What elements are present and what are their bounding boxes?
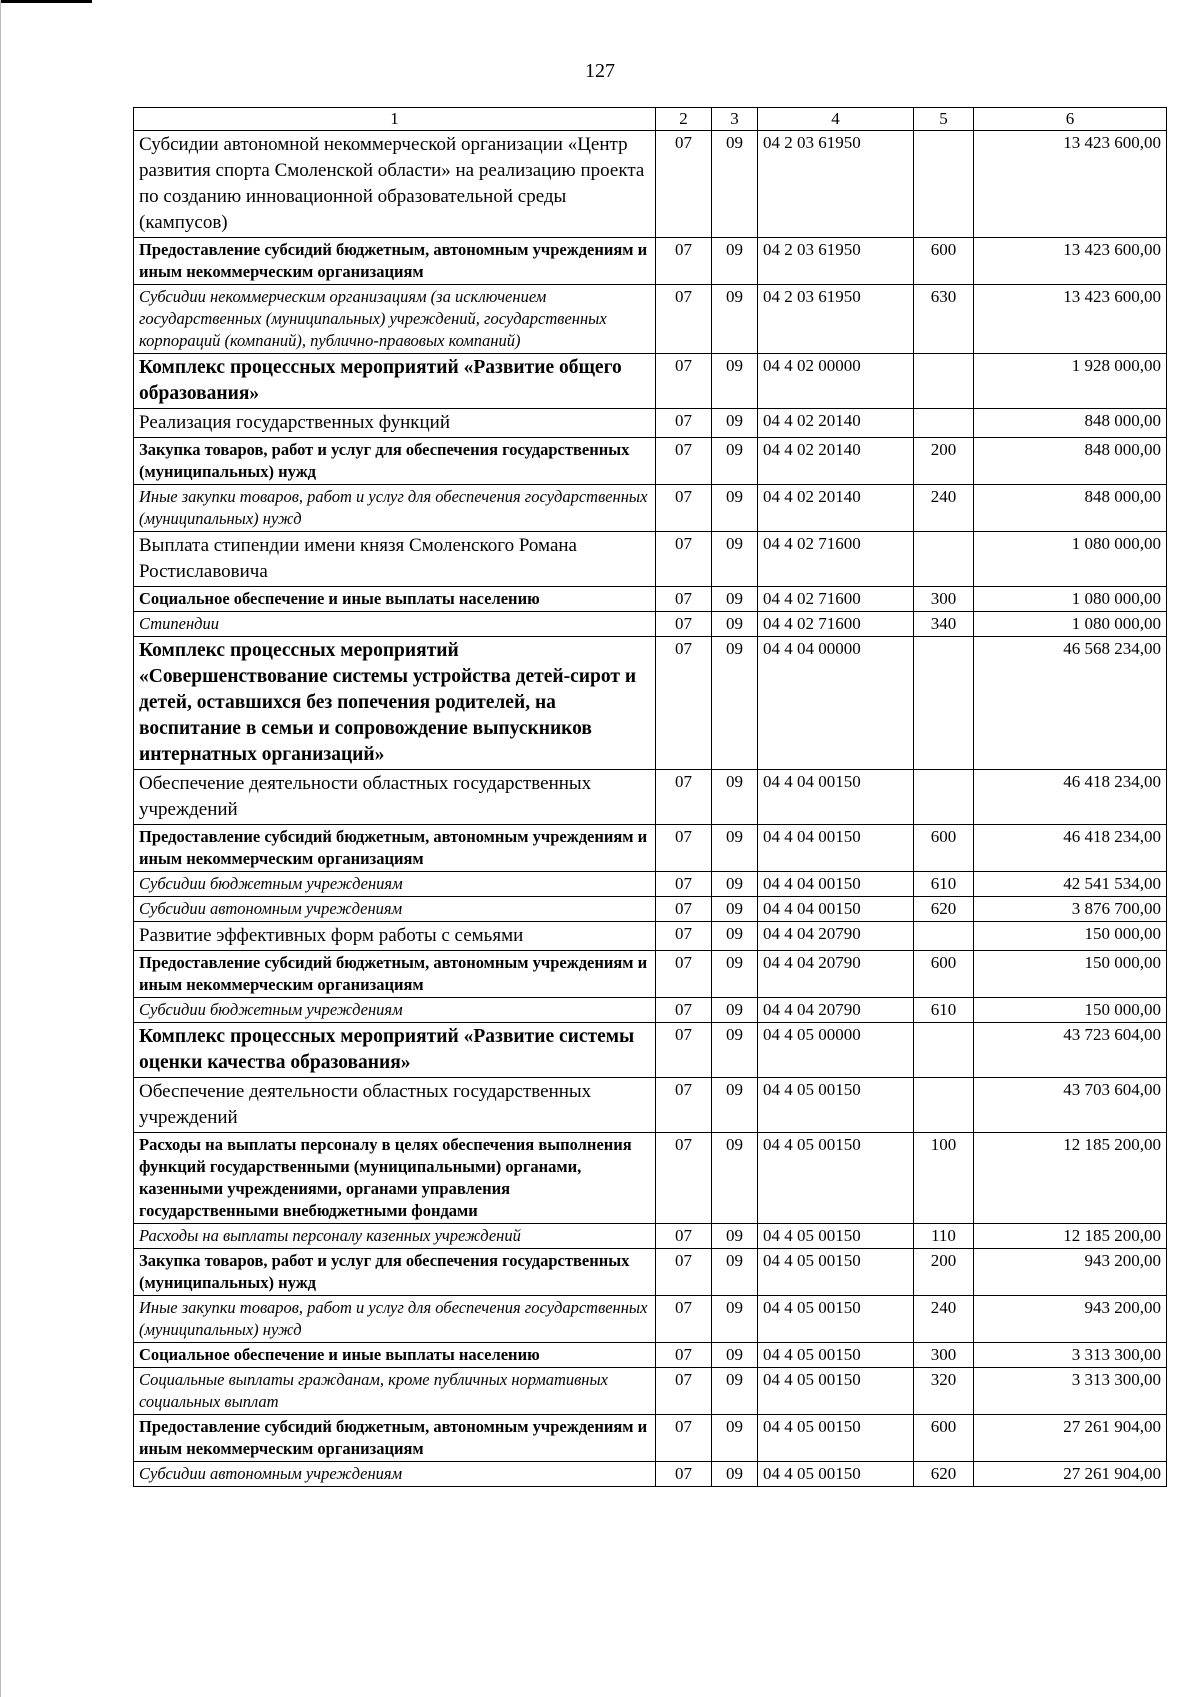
row-subsection-code: 09 xyxy=(712,1415,758,1462)
table-row xyxy=(134,637,1167,770)
row-subsection-code: 09 xyxy=(712,485,758,532)
row-subsection-code: 09 xyxy=(712,825,758,872)
table-row xyxy=(134,1133,1167,1224)
row-subsection-code: 09 xyxy=(712,637,758,770)
row-amount: 848 000,00 xyxy=(974,438,1167,485)
row-amount: 848 000,00 xyxy=(974,485,1167,532)
row-amount: 13 423 600,00 xyxy=(974,238,1167,285)
row-section-code: 07 xyxy=(656,1296,712,1343)
row-name: Предоставление субсидий бюджетным, автономным учреждениям и иным некоммерческим организациям xyxy=(134,1415,656,1462)
row-subsection-code: 09 xyxy=(712,1133,758,1224)
table-row xyxy=(134,1368,1167,1415)
row-expense-type: 600 xyxy=(914,1415,974,1462)
row-expense-type: 240 xyxy=(914,485,974,532)
row-amount: 3 313 300,00 xyxy=(974,1343,1167,1368)
row-name: Предоставление субсидий бюджетным, автономным учреждениям и иным некоммерческим организациям xyxy=(134,825,656,872)
row-subsection-code: 09 xyxy=(712,872,758,897)
row-name: Социальные выплаты гражданам, кроме публичных нормативных социальных выплат xyxy=(134,1368,656,1415)
row-section-code: 07 xyxy=(656,1078,712,1133)
table-row xyxy=(134,238,1167,285)
table-header-row xyxy=(134,108,1167,131)
row-section-code: 07 xyxy=(656,1224,712,1249)
row-expense-type xyxy=(914,1023,974,1078)
row-expense-type: 630 xyxy=(914,285,974,354)
row-target-article: 04 4 04 00150 xyxy=(758,770,914,825)
row-amount: 43 723 604,00 xyxy=(974,1023,1167,1078)
row-target-article: 04 4 02 20140 xyxy=(758,409,914,438)
row-section-code: 07 xyxy=(656,1343,712,1368)
row-expense-type: 600 xyxy=(914,825,974,872)
row-name: Субсидии бюджетным учреждениям xyxy=(134,998,656,1023)
row-section-code: 07 xyxy=(656,825,712,872)
row-section-code: 07 xyxy=(656,612,712,637)
row-name: Предоставление субсидий бюджетным, автономным учреждениям и иным некоммерческим организациям xyxy=(134,951,656,998)
table-row xyxy=(134,1023,1167,1078)
row-section-code: 07 xyxy=(656,1133,712,1224)
row-target-article: 04 2 03 61950 xyxy=(758,285,914,354)
row-section-code: 07 xyxy=(656,131,712,238)
header-col-section: 2 xyxy=(656,108,712,131)
row-target-article: 04 4 04 00150 xyxy=(758,872,914,897)
row-section-code: 07 xyxy=(656,770,712,825)
row-expense-type xyxy=(914,532,974,587)
row-target-article: 04 4 02 71600 xyxy=(758,612,914,637)
row-subsection-code: 09 xyxy=(712,1296,758,1343)
row-target-article: 04 4 04 20790 xyxy=(758,922,914,951)
row-expense-type: 620 xyxy=(914,897,974,922)
row-name: Комплекс процессных мероприятий «Развитие системы оценки качества образования» xyxy=(134,1023,656,1078)
row-amount: 3 876 700,00 xyxy=(974,897,1167,922)
row-name: Закупка товаров, работ и услуг для обеспечения государственных (муниципальных) нужд xyxy=(134,1249,656,1296)
budget-table-body xyxy=(134,131,1167,1487)
row-subsection-code: 09 xyxy=(712,897,758,922)
row-section-code: 07 xyxy=(656,485,712,532)
row-expense-type: 100 xyxy=(914,1133,974,1224)
row-amount: 27 261 904,00 xyxy=(974,1415,1167,1462)
row-expense-type xyxy=(914,409,974,438)
table-row xyxy=(134,438,1167,485)
row-subsection-code: 09 xyxy=(712,354,758,409)
row-name: Субсидии бюджетным учреждениям xyxy=(134,872,656,897)
row-section-code: 07 xyxy=(656,1023,712,1078)
row-target-article: 04 4 04 00150 xyxy=(758,825,914,872)
table-row xyxy=(134,1343,1167,1368)
row-target-article: 04 4 02 20140 xyxy=(758,485,914,532)
row-target-article: 04 2 03 61950 xyxy=(758,131,914,238)
row-target-article: 04 4 02 71600 xyxy=(758,587,914,612)
row-name: Иные закупки товаров, работ и услуг для обеспечения государственных (муниципальных) нужд xyxy=(134,1296,656,1343)
row-name: Стипендии xyxy=(134,612,656,637)
row-target-article: 04 4 04 00150 xyxy=(758,897,914,922)
row-amount: 1 928 000,00 xyxy=(974,354,1167,409)
row-subsection-code: 09 xyxy=(712,612,758,637)
row-section-code: 07 xyxy=(656,998,712,1023)
row-expense-type: 200 xyxy=(914,438,974,485)
row-target-article: 04 4 05 00150 xyxy=(758,1343,914,1368)
row-expense-type xyxy=(914,922,974,951)
row-amount: 150 000,00 xyxy=(974,922,1167,951)
row-section-code: 07 xyxy=(656,1415,712,1462)
table-row xyxy=(134,1249,1167,1296)
row-expense-type: 110 xyxy=(914,1224,974,1249)
row-amount: 150 000,00 xyxy=(974,951,1167,998)
row-expense-type: 240 xyxy=(914,1296,974,1343)
row-expense-type xyxy=(914,354,974,409)
row-expense-type: 200 xyxy=(914,1249,974,1296)
row-subsection-code: 09 xyxy=(712,770,758,825)
row-expense-type: 320 xyxy=(914,1368,974,1415)
table-row xyxy=(134,897,1167,922)
row-name: Реализация государственных функций xyxy=(134,409,656,438)
row-target-article: 04 4 05 00150 xyxy=(758,1224,914,1249)
row-name: Субсидии некоммерческим организациям (за исключением государственных (муниципальных) учреждений, государственных корпораций (компаний), публично-правовых компаний) xyxy=(134,285,656,354)
row-section-code: 07 xyxy=(656,897,712,922)
row-name: Иные закупки товаров, работ и услуг для обеспечения государственных (муниципальных) нужд xyxy=(134,485,656,532)
row-amount: 46 568 234,00 xyxy=(974,637,1167,770)
row-target-article: 04 4 04 20790 xyxy=(758,951,914,998)
row-subsection-code: 09 xyxy=(712,587,758,612)
row-amount: 848 000,00 xyxy=(974,409,1167,438)
row-subsection-code: 09 xyxy=(712,951,758,998)
scan-edge-mark xyxy=(0,0,92,3)
header-col-target-article: 4 xyxy=(758,108,914,131)
row-name: Развитие эффективных форм работы с семьями xyxy=(134,922,656,951)
row-section-code: 07 xyxy=(656,922,712,951)
row-expense-type xyxy=(914,770,974,825)
table-row xyxy=(134,998,1167,1023)
row-target-article: 04 4 05 00150 xyxy=(758,1368,914,1415)
row-section-code: 07 xyxy=(656,409,712,438)
table-row xyxy=(134,354,1167,409)
header-col-amount: 6 xyxy=(974,108,1167,131)
row-section-code: 07 xyxy=(656,951,712,998)
row-target-article: 04 4 05 00000 xyxy=(758,1023,914,1078)
row-name: Расходы на выплаты персоналу в целях обеспечения выполнения функций государственными (муниципальными) органами, казенными учреждениями, органами управления государственными внебюджетными фондами xyxy=(134,1133,656,1224)
table-row xyxy=(134,285,1167,354)
row-name: Обеспечение деятельности областных государственных учреждений xyxy=(134,770,656,825)
row-name: Расходы на выплаты персоналу казенных учреждений xyxy=(134,1224,656,1249)
table-row xyxy=(134,131,1167,238)
row-target-article: 04 4 05 00150 xyxy=(758,1462,914,1487)
header-col-expense-type: 5 xyxy=(914,108,974,131)
row-expense-type xyxy=(914,1078,974,1133)
row-subsection-code: 09 xyxy=(712,1368,758,1415)
row-target-article: 04 4 05 00150 xyxy=(758,1249,914,1296)
row-amount: 12 185 200,00 xyxy=(974,1133,1167,1224)
row-target-article: 04 4 02 71600 xyxy=(758,532,914,587)
row-amount: 1 080 000,00 xyxy=(974,612,1167,637)
row-name: Комплекс процессных мероприятий «Совершенствование системы устройства детей-сирот и детей, оставшихся без попечения родителей, на воспитание в семьи и сопровождение выпускников интернатных организаций» xyxy=(134,637,656,770)
row-amount: 13 423 600,00 xyxy=(974,131,1167,238)
row-amount: 943 200,00 xyxy=(974,1249,1167,1296)
row-target-article: 04 4 05 00150 xyxy=(758,1296,914,1343)
row-expense-type: 340 xyxy=(914,612,974,637)
row-expense-type: 300 xyxy=(914,1343,974,1368)
row-amount: 43 703 604,00 xyxy=(974,1078,1167,1133)
scan-left-edge xyxy=(0,0,1,1697)
table-row xyxy=(134,825,1167,872)
row-name: Выплата стипендии имени князя Смоленского Романа Ростиславовича xyxy=(134,532,656,587)
row-amount: 3 313 300,00 xyxy=(974,1368,1167,1415)
row-target-article: 04 4 04 20790 xyxy=(758,998,914,1023)
row-expense-type: 600 xyxy=(914,238,974,285)
table-row xyxy=(134,1415,1167,1462)
row-target-article: 04 4 05 00150 xyxy=(758,1133,914,1224)
row-name: Комплекс процессных мероприятий «Развитие общего образования» xyxy=(134,354,656,409)
row-amount: 13 423 600,00 xyxy=(974,285,1167,354)
row-section-code: 07 xyxy=(656,587,712,612)
table-row xyxy=(134,922,1167,951)
row-amount: 12 185 200,00 xyxy=(974,1224,1167,1249)
row-amount: 150 000,00 xyxy=(974,998,1167,1023)
row-name: Социальное обеспечение и иные выплаты населению xyxy=(134,1343,656,1368)
row-amount: 46 418 234,00 xyxy=(974,825,1167,872)
row-target-article: 04 4 05 00150 xyxy=(758,1078,914,1133)
table-row xyxy=(134,951,1167,998)
header-col-subsection: 3 xyxy=(712,108,758,131)
row-subsection-code: 09 xyxy=(712,998,758,1023)
table-row xyxy=(134,1224,1167,1249)
row-amount: 27 261 904,00 xyxy=(974,1462,1167,1487)
row-subsection-code: 09 xyxy=(712,131,758,238)
row-section-code: 07 xyxy=(656,1462,712,1487)
row-subsection-code: 09 xyxy=(712,1343,758,1368)
row-expense-type xyxy=(914,131,974,238)
row-name: Субсидии автономным учреждениям xyxy=(134,1462,656,1487)
row-section-code: 07 xyxy=(656,872,712,897)
row-subsection-code: 09 xyxy=(712,1462,758,1487)
row-section-code: 07 xyxy=(656,238,712,285)
row-name: Субсидии автономной некоммерческой организации «Центр развития спорта Смоленской области» на реализацию проекта по созданию инновационной образовательной среды (кампусов) xyxy=(134,131,656,238)
row-amount: 42 541 534,00 xyxy=(974,872,1167,897)
row-name: Субсидии автономным учреждениям xyxy=(134,897,656,922)
row-target-article: 04 2 03 61950 xyxy=(758,238,914,285)
row-amount: 1 080 000,00 xyxy=(974,532,1167,587)
table-row xyxy=(134,409,1167,438)
row-expense-type: 300 xyxy=(914,587,974,612)
row-name: Обеспечение деятельности областных государственных учреждений xyxy=(134,1078,656,1133)
row-amount: 46 418 234,00 xyxy=(974,770,1167,825)
row-target-article: 04 4 04 00000 xyxy=(758,637,914,770)
row-section-code: 07 xyxy=(656,1368,712,1415)
table-row xyxy=(134,612,1167,637)
row-subsection-code: 09 xyxy=(712,1023,758,1078)
row-target-article: 04 4 02 20140 xyxy=(758,438,914,485)
row-subsection-code: 09 xyxy=(712,285,758,354)
table-row xyxy=(134,587,1167,612)
row-section-code: 07 xyxy=(656,532,712,587)
row-subsection-code: 09 xyxy=(712,1224,758,1249)
row-expense-type: 610 xyxy=(914,872,974,897)
row-subsection-code: 09 xyxy=(712,438,758,485)
table-row xyxy=(134,532,1167,587)
table-row xyxy=(134,485,1167,532)
row-name: Закупка товаров, работ и услуг для обеспечения государственных (муниципальных) нужд xyxy=(134,438,656,485)
row-section-code: 07 xyxy=(656,285,712,354)
row-subsection-code: 09 xyxy=(712,1249,758,1296)
table-row xyxy=(134,770,1167,825)
budget-table xyxy=(133,107,1167,1487)
row-section-code: 07 xyxy=(656,637,712,770)
row-subsection-code: 09 xyxy=(712,922,758,951)
table-row xyxy=(134,872,1167,897)
row-amount: 1 080 000,00 xyxy=(974,587,1167,612)
row-subsection-code: 09 xyxy=(712,409,758,438)
row-expense-type: 610 xyxy=(914,998,974,1023)
row-amount: 943 200,00 xyxy=(974,1296,1167,1343)
table-row xyxy=(134,1296,1167,1343)
row-name: Предоставление субсидий бюджетным, автономным учреждениям и иным некоммерческим организациям xyxy=(134,238,656,285)
table-row xyxy=(134,1462,1167,1487)
row-expense-type: 620 xyxy=(914,1462,974,1487)
row-subsection-code: 09 xyxy=(712,532,758,587)
row-expense-type xyxy=(914,637,974,770)
row-target-article: 04 4 05 00150 xyxy=(758,1415,914,1462)
table-row xyxy=(134,1078,1167,1133)
page-number: 127 xyxy=(585,60,615,82)
row-section-code: 07 xyxy=(656,354,712,409)
row-target-article: 04 4 02 00000 xyxy=(758,354,914,409)
row-expense-type: 600 xyxy=(914,951,974,998)
row-subsection-code: 09 xyxy=(712,1078,758,1133)
row-subsection-code: 09 xyxy=(712,238,758,285)
row-section-code: 07 xyxy=(656,1249,712,1296)
row-name: Социальное обеспечение и иные выплаты населению xyxy=(134,587,656,612)
header-col-name: 1 xyxy=(134,108,656,131)
row-section-code: 07 xyxy=(656,438,712,485)
